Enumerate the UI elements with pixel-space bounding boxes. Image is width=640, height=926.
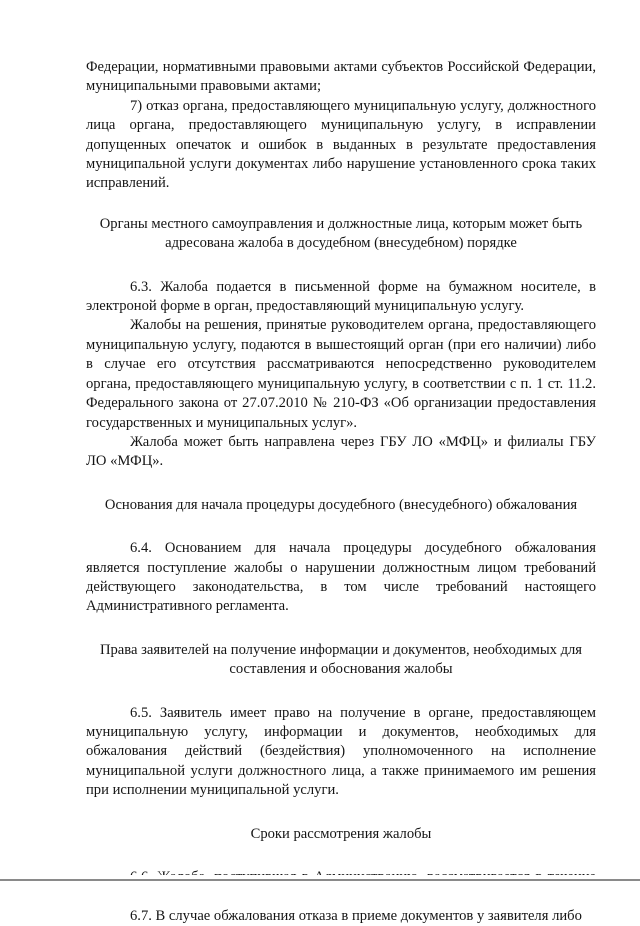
document-body [86, 58, 596, 926]
paragraph-6-7: 6.7. В случае обжалования отказа в приеме документов у заявителя либо [130, 907, 582, 924]
paragraph-item-7: 7) отказ органа, предоставляющего муниципальную услугу, должностного лица органа, предоставляющего муниципальную услугу, в исправлении допущенных опечаток и ошибок в выданных в результате предоставления муниципальной услуги документах либо нарушение установленного срока таких исправлений. [86, 97, 596, 192]
paragraph-6-5: 6.5. Заявитель имеет право на получение в органе, предоставляющем муниципальную услугу, информации и документов, необходимых для обжалования действий (бездействия) уполномоченного на исполнение муниципальной услуги должностного лица, а также принимаемого им решения при исполнении муниципальной услуги. [86, 704, 596, 799]
paragraph-6-3-c: Жалоба может быть направлена через ГБУ ЛО «МФЦ» и филиалы ГБУ ЛО «МФЦ». [86, 433, 596, 470]
heading-terms: Сроки рассмотрения жалобы [250, 825, 432, 842]
heading-grounds: Основания для начала процедуры досудебного (внесудебного) обжалования [104, 496, 578, 513]
scan-edge-line [0, 879, 640, 881]
heading-rights: Права заявителей на получение информации и документов, необходимых для составления и обоснования жалобы [99, 641, 583, 678]
paragraph-6-3: 6.3. Жалоба подается в письменной форме на бумажном носителе, в электроной форме в орган, предоставляющий муниципальную услугу. [86, 278, 596, 315]
paragraph-6-4: 6.4. Основанием для начала процедуры досудебного обжалования является поступление жалобы о нарушении должностным лицом требований действующего законодательства, в том числе требований настоящего Административного регламента. [86, 540, 596, 615]
paragraph-6-3-b: Жалобы на решения, принятые руководителем органа, предоставляющего муниципальную услугу, подаются в вышестоящий орган (при его наличии) либо в случае его отсутствия рассматриваются непосредственно руководителем органа, предоставляющего муниципальную услугу, в соответствии с п. 1 ст. 11.2. Федерального закона от 27.07.2010 № 210-ФЗ «Об организации предоставления государственных и муниципальных услуг». [86, 317, 596, 431]
paragraph-continuation: Федерации, нормативными правовыми актами субъектов Российской Федерации, муниципальными правовыми актами; [86, 59, 596, 95]
heading-bodies: Органы местного самоуправления и должностные лица, которым может быть адресована жалоба в досудебном (внесудебном) порядке [99, 215, 583, 252]
